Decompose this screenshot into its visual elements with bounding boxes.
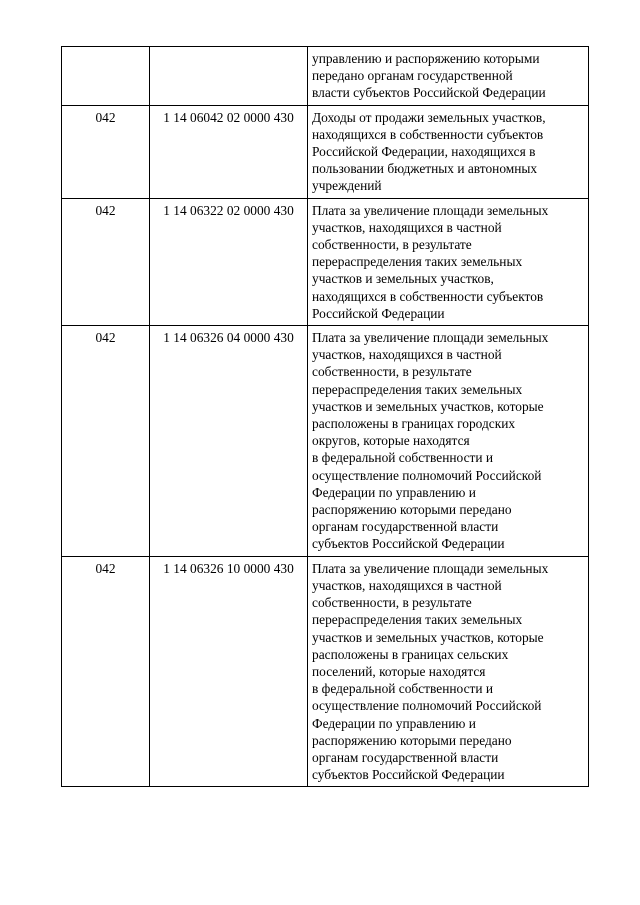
description-line: собственности, в результате xyxy=(312,595,472,611)
description-line: пользовании бюджетных и автономных xyxy=(312,161,538,177)
description-line: власти субъектов Российской Федерации xyxy=(312,85,546,101)
table-row xyxy=(62,105,589,198)
table-row xyxy=(62,198,589,325)
admin-code-cell: 042 xyxy=(62,105,150,198)
admin-code-cell: 042 xyxy=(62,198,150,325)
description-line: собственности, в результате xyxy=(312,237,472,253)
description-line: осуществление полномочий Российской xyxy=(312,467,542,483)
description-line: участков и земельных участков, которые xyxy=(312,398,544,414)
description-line: субъектов Российской Федерации xyxy=(312,767,505,783)
description-line: участков, находящихся в частной xyxy=(312,577,502,593)
description-line: распоряжению которыми передано xyxy=(312,732,512,748)
description-line: Федерации по управлению и xyxy=(312,484,476,500)
admin-code-cell: 042 xyxy=(62,556,150,787)
description-line: органам государственной власти xyxy=(312,519,499,535)
description-line: управлению и распоряжению которыми xyxy=(312,51,540,66)
description-line: Плата за увеличение площади земельных xyxy=(312,202,549,218)
table-row xyxy=(62,47,589,106)
table-body xyxy=(62,47,589,787)
description-line: участков, находящихся в частной xyxy=(312,219,502,235)
revenue-description-cell xyxy=(308,326,589,557)
description-line: учреждений xyxy=(312,178,382,194)
description-line: поселений, которые находятся xyxy=(312,663,486,679)
description-line: перераспределения таких земельных xyxy=(312,612,523,628)
description-line: передано органам государственной xyxy=(312,68,513,84)
description-line: Плата за увеличение площади земельных xyxy=(312,330,549,346)
admin-code-cell xyxy=(62,47,150,106)
budget-classification-code-cell: 1 14 06326 10 0000 430 xyxy=(150,556,308,787)
description-line: в федеральной собственности и xyxy=(312,681,494,697)
revenue-description-cell xyxy=(308,198,589,325)
description-line: собственности, в результате xyxy=(312,364,472,380)
description-line: Федерации по управлению и xyxy=(312,715,476,731)
admin-code-cell: 042 xyxy=(62,326,150,557)
revenue-description-cell xyxy=(308,105,589,198)
revenue-codes-table xyxy=(61,46,589,787)
description-line: органам государственной власти xyxy=(312,749,499,765)
description-line: находящихся в собственности субъектов xyxy=(312,126,544,142)
description-line: Российской Федерации, находящихся в xyxy=(312,144,536,160)
table-row xyxy=(62,556,589,787)
description-line: субъектов Российской Федерации xyxy=(312,536,505,552)
budget-classification-code-cell: 1 14 06042 02 0000 430 xyxy=(150,105,308,198)
description-line: перераспределения таких земельных xyxy=(312,381,523,397)
budget-classification-code-cell: 1 14 06322 02 0000 430 xyxy=(150,198,308,325)
description-line: перераспределения таких земельных xyxy=(312,254,523,270)
description-line: распоряжению которыми передано xyxy=(312,502,512,518)
revenue-description-cell xyxy=(308,556,589,787)
revenue-description-cell xyxy=(308,47,589,106)
description-line: Доходы от продажи земельных участков, xyxy=(312,109,546,125)
budget-classification-code-cell: 1 14 06326 04 0000 430 xyxy=(150,326,308,557)
description-line: находящихся в собственности субъектов xyxy=(312,288,544,304)
description-line: участков и земельных участков, которые xyxy=(312,629,544,645)
description-line: участков и земельных участков, xyxy=(312,271,494,287)
description-line: округов, которые находятся xyxy=(312,433,470,449)
description-line: Российской Федерации xyxy=(312,305,445,321)
description-line: в федеральной собственности и xyxy=(312,450,494,466)
budget-classification-code-cell xyxy=(150,47,308,106)
description-line: участков, находящихся в частной xyxy=(312,347,502,363)
description-line: расположены в границах сельских xyxy=(312,646,509,662)
description-line: расположены в границах городских xyxy=(312,416,516,432)
table-row xyxy=(62,326,589,557)
description-line: Плата за увеличение площади земельных xyxy=(312,560,549,576)
description-line: осуществление полномочий Российской xyxy=(312,698,542,714)
